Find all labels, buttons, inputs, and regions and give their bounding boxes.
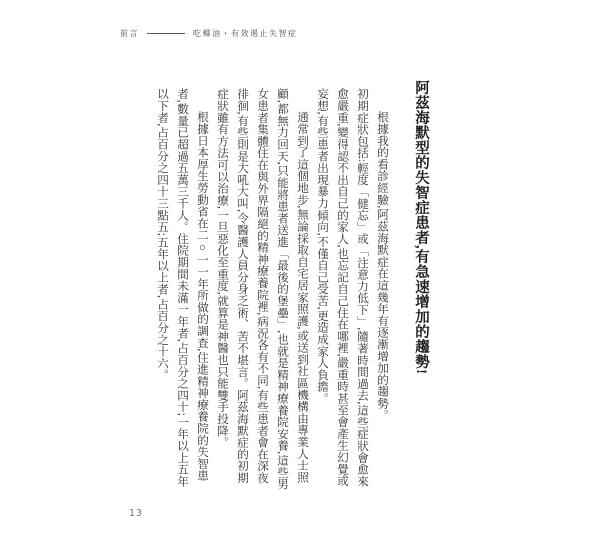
running-head <box>120 28 298 39</box>
page-content <box>152 80 436 494</box>
paragraph-4: 根據日本厚生勞動省在二○一一年所做的調查,住進精神療養院的失智患者,數量已超過五萬三千人。住院期間未滿一年者,占百分之四十;一年以上五年以下者,占百分之四十三點五;五年以上者,占百分之十六。 <box>156 88 209 488</box>
body-text <box>152 80 392 494</box>
paragraph-2: 初期症狀包括:輕度「健忘」或「注意力低下」,隨著時間過去,這些症狀會愈來愈嚴重,變得認不出自己的家人,也忘記自己住在哪裡,嚴重時甚至會產生幻覺或妄想,有些患者出現暴力傾向,不僅自己受苦,更造成家人負擔。 <box>316 88 369 488</box>
paragraph-1: 根據我的看診經驗,阿茲海默症在這幾年有逐漸增加的趨勢。 <box>376 111 389 422</box>
paragraph-3: 通常到了這個地步,無論採取自宅居家照護,或送到社區機構由專業人士照顧,都無力回天,只能將患者送進「最後的堡壘」,也就是精神療養院安養,這些男女患者集體住在與外界隔絕的精神療養院裡,病況各有不同,有些患者會在深夜徘徊,有些則是大吼大叫,令醫護人員分身乏術、苦不堪言。阿茲海默症的初期症狀雖有方法可以治療,一旦惡化至重度,就算是神醫也只能雙手投降。 <box>216 88 309 490</box>
running-head-section: 前言 <box>120 29 139 38</box>
running-head-title: 吃椰油・有效遏止失智症 <box>193 29 298 38</box>
chapter-headline: 阿茲海默型的失智症患者,有急速增加的趨勢! <box>413 80 429 375</box>
running-head-rule <box>147 33 185 34</box>
page-number: 13 <box>129 508 144 519</box>
